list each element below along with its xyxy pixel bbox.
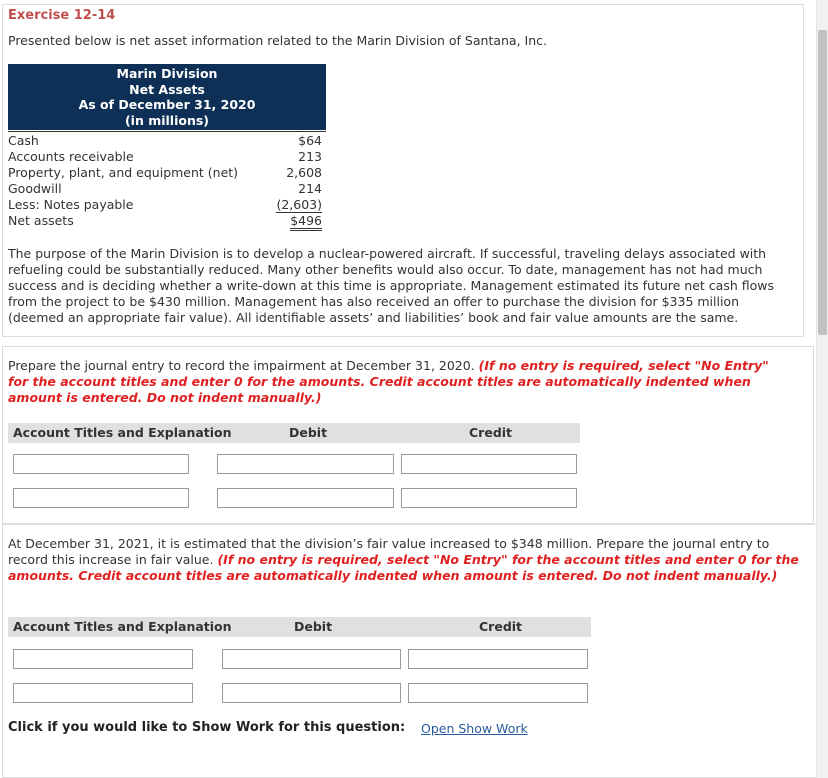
net-assets-header-line: Net Assets xyxy=(129,81,205,97)
scrollbar-thumb[interactable] xyxy=(818,30,827,335)
net-assets-row xyxy=(8,165,326,181)
prompt-instruction: (If no entry is required, select "No Entry" for the account titles and enter 0 for the amounts. Credit account titles are automatically indented when amount is entered. Do not indent manually.) xyxy=(8,358,769,405)
col-credit-header: Credit xyxy=(469,425,513,440)
row-amount: $496 xyxy=(290,213,322,231)
show-work-label: Click if you would like to Show Work for this question: xyxy=(8,720,406,735)
account-title-input[interactable] xyxy=(13,649,193,669)
row-amount: $64 xyxy=(298,133,322,148)
prompt-text: At December 31, 2021, it is estimated that the division’s fair value increased to $348 million. Prepare the journal entry to record this increase in fair value. xyxy=(8,536,770,567)
row-label: Accounts receivable xyxy=(8,149,134,164)
row-amount: 2,608 xyxy=(286,165,322,180)
row-amount: (2,603) xyxy=(276,197,322,212)
row-amount: 213 xyxy=(298,149,322,164)
row-label: Less: Notes payable xyxy=(8,197,134,212)
debit-input[interactable] xyxy=(222,683,401,703)
row-label: Cash xyxy=(8,133,39,148)
debit-input[interactable] xyxy=(222,649,401,669)
net-assets-row xyxy=(8,181,326,197)
net-assets-header xyxy=(8,64,326,130)
col-debit-header: Debit xyxy=(294,619,333,634)
net-assets-header-line: As of December 31, 2020 xyxy=(78,97,256,112)
credit-input[interactable] xyxy=(401,488,577,508)
credit-input[interactable] xyxy=(401,454,577,474)
open-show-work-link[interactable]: Open Show Work xyxy=(421,721,528,736)
net-assets-row xyxy=(8,197,326,213)
description-paragraph: The purpose of the Marin Division is to develop a nuclear-powered aircraft. If successful, traveling delays associated with refueling could be substantially reduced. Many other benefits would also occur. To date, management has not had much success and is deciding whether a write-down at this time is appropriate. Management estimated its future net cash flows from the project to be $430 million. Management has also received an offer to purchase the division for $335 million (deemed an appropriate fair value). All identifiable assets’ and liabilities’ book and fair value amounts are the same. xyxy=(8,246,774,325)
prompt-instruction: (If no entry is required, select "No Entry" for the account titles and enter 0 for the amounts. Credit account titles are automatically indented when amount is entered. Do not indent manually.) xyxy=(8,552,799,583)
part1-prompt xyxy=(8,358,793,406)
row-amount: 214 xyxy=(298,181,322,196)
net-assets-divider xyxy=(8,131,326,132)
credit-input[interactable] xyxy=(408,649,588,669)
col-debit-header: Debit xyxy=(289,425,328,440)
part2-prompt xyxy=(8,536,808,584)
exercise-title: Exercise 12-14 xyxy=(8,8,116,23)
col-account-header: Account Titles and Explanation xyxy=(13,425,232,440)
account-title-input[interactable] xyxy=(13,454,189,474)
row-label: Goodwill xyxy=(8,181,62,196)
journal-header xyxy=(8,423,580,443)
net-assets-row xyxy=(8,213,326,229)
debit-input[interactable] xyxy=(217,488,394,508)
col-credit-header: Credit xyxy=(479,619,523,634)
row-label: Property, plant, and equipment (net) xyxy=(8,165,239,180)
account-title-input[interactable] xyxy=(13,683,193,703)
row-label: Net assets xyxy=(8,213,74,228)
col-account-header: Account Titles and Explanation xyxy=(13,619,232,634)
credit-input[interactable] xyxy=(408,683,588,703)
net-assets-header-line: Marin Division xyxy=(116,66,218,81)
journal-header xyxy=(8,617,591,637)
exercise-intro: Presented below is net asset information related to the Marin Division of Santana, Inc. xyxy=(8,33,547,48)
vertical-scrollbar[interactable] xyxy=(816,0,828,778)
net-assets-row xyxy=(8,149,326,165)
prompt-text: Prepare the journal entry to record the impairment at December 31, 2020. xyxy=(8,358,475,373)
account-title-input[interactable] xyxy=(13,488,189,508)
net-assets-row xyxy=(8,133,326,149)
net-assets-header-line: (in millions) xyxy=(124,112,210,128)
debit-input[interactable] xyxy=(217,454,394,474)
